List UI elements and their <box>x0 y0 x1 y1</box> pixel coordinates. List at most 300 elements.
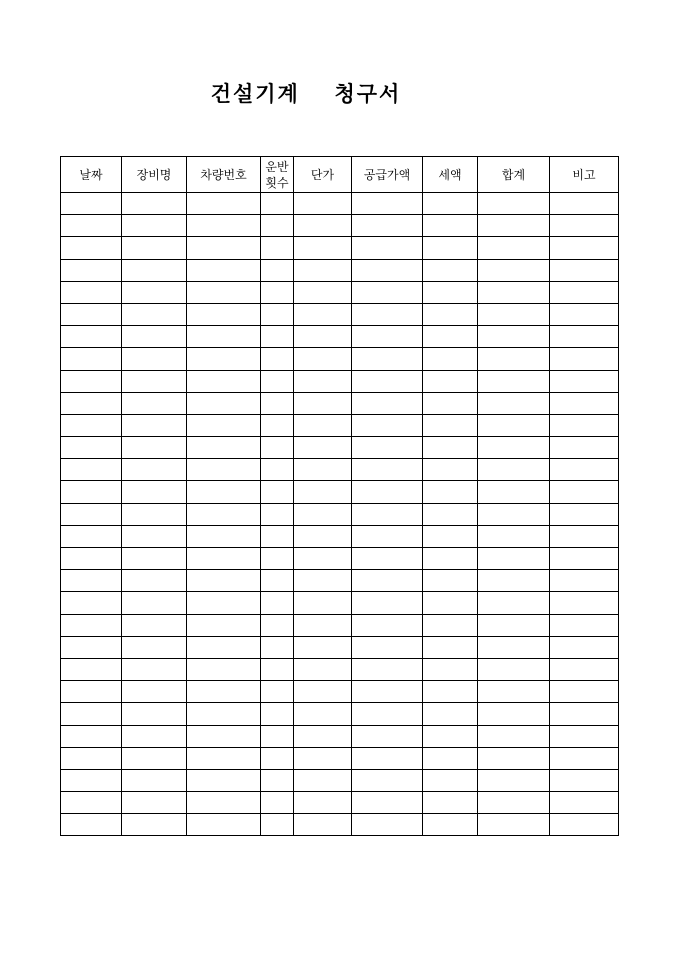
cell-total <box>478 281 550 303</box>
cell-equipment-name <box>122 237 187 259</box>
cell-unit-price <box>294 703 352 725</box>
cell-unit-price <box>294 193 352 215</box>
cell-vehicle-number <box>187 592 261 614</box>
cell-supply-amount <box>352 814 423 836</box>
cell-tax <box>423 747 478 769</box>
cell-supply-amount <box>352 259 423 281</box>
cell-equipment-name <box>122 592 187 614</box>
cell-vehicle-number <box>187 237 261 259</box>
cell-tax <box>423 814 478 836</box>
cell-unit-price <box>294 414 352 436</box>
table-row <box>61 503 619 525</box>
cell-tax <box>423 769 478 791</box>
cell-transport-count <box>261 326 294 348</box>
cell-supply-amount <box>352 414 423 436</box>
cell-equipment-name <box>122 215 187 237</box>
cell-equipment-name <box>122 259 187 281</box>
header-transport-count <box>261 157 294 193</box>
cell-vehicle-number <box>187 570 261 592</box>
header-unit-price: 단가 <box>294 157 352 193</box>
cell-date <box>61 747 122 769</box>
table-row <box>61 259 619 281</box>
cell-tax <box>423 348 478 370</box>
cell-total <box>478 703 550 725</box>
cell-unit-price <box>294 769 352 791</box>
cell-date <box>61 237 122 259</box>
cell-supply-amount <box>352 792 423 814</box>
cell-equipment-name <box>122 570 187 592</box>
header-remarks: 비고 <box>550 157 619 193</box>
cell-remarks <box>550 725 619 747</box>
cell-remarks <box>550 193 619 215</box>
cell-remarks <box>550 237 619 259</box>
cell-transport-count <box>261 614 294 636</box>
header-transport-count-line1: 운반 <box>265 159 289 174</box>
cell-transport-count <box>261 370 294 392</box>
cell-unit-price <box>294 725 352 747</box>
cell-equipment-name <box>122 303 187 325</box>
cell-transport-count <box>261 636 294 658</box>
cell-remarks <box>550 215 619 237</box>
cell-vehicle-number <box>187 658 261 680</box>
cell-equipment-name <box>122 681 187 703</box>
cell-supply-amount <box>352 548 423 570</box>
cell-transport-count <box>261 792 294 814</box>
table-row <box>61 525 619 547</box>
cell-unit-price <box>294 658 352 680</box>
cell-remarks <box>550 481 619 503</box>
cell-vehicle-number <box>187 459 261 481</box>
cell-total <box>478 725 550 747</box>
cell-vehicle-number <box>187 636 261 658</box>
table-row <box>61 481 619 503</box>
cell-remarks <box>550 414 619 436</box>
cell-vehicle-number <box>187 392 261 414</box>
cell-supply-amount <box>352 392 423 414</box>
cell-date <box>61 392 122 414</box>
cell-equipment-name <box>122 348 187 370</box>
header-date: 날짜 <box>61 157 122 193</box>
document-title: 건설기계 청구서 <box>210 81 402 106</box>
cell-date <box>61 658 122 680</box>
table-row <box>61 814 619 836</box>
cell-transport-count <box>261 592 294 614</box>
table-row <box>61 792 619 814</box>
header-tax: 세액 <box>423 157 478 193</box>
cell-date <box>61 792 122 814</box>
cell-equipment-name <box>122 481 187 503</box>
cell-tax <box>423 548 478 570</box>
header-transport-count-line2: 횟수 <box>265 175 289 190</box>
cell-transport-count <box>261 747 294 769</box>
cell-unit-price <box>294 681 352 703</box>
cell-tax <box>423 259 478 281</box>
cell-date <box>61 259 122 281</box>
cell-total <box>478 370 550 392</box>
table-row <box>61 392 619 414</box>
cell-date <box>61 681 122 703</box>
cell-supply-amount <box>352 481 423 503</box>
table-row <box>61 681 619 703</box>
cell-remarks <box>550 614 619 636</box>
cell-transport-count <box>261 215 294 237</box>
cell-vehicle-number <box>187 193 261 215</box>
cell-unit-price <box>294 481 352 503</box>
cell-date <box>61 348 122 370</box>
cell-date <box>61 725 122 747</box>
cell-transport-count <box>261 303 294 325</box>
cell-total <box>478 259 550 281</box>
cell-vehicle-number <box>187 437 261 459</box>
cell-transport-count <box>261 348 294 370</box>
cell-unit-price <box>294 636 352 658</box>
cell-total <box>478 193 550 215</box>
cell-tax <box>423 570 478 592</box>
cell-vehicle-number <box>187 703 261 725</box>
cell-total <box>478 570 550 592</box>
cell-equipment-name <box>122 414 187 436</box>
cell-total <box>478 747 550 769</box>
cell-transport-count <box>261 503 294 525</box>
cell-transport-count <box>261 570 294 592</box>
cell-equipment-name <box>122 548 187 570</box>
cell-remarks <box>550 548 619 570</box>
cell-supply-amount <box>352 636 423 658</box>
cell-tax <box>423 792 478 814</box>
cell-transport-count <box>261 525 294 547</box>
cell-equipment-name <box>122 326 187 348</box>
cell-tax <box>423 725 478 747</box>
cell-transport-count <box>261 437 294 459</box>
table-row <box>61 281 619 303</box>
cell-remarks <box>550 658 619 680</box>
cell-remarks <box>550 459 619 481</box>
cell-tax <box>423 636 478 658</box>
cell-remarks <box>550 348 619 370</box>
cell-transport-count <box>261 725 294 747</box>
cell-equipment-name <box>122 636 187 658</box>
cell-remarks <box>550 592 619 614</box>
table-row <box>61 437 619 459</box>
cell-date <box>61 614 122 636</box>
cell-date <box>61 592 122 614</box>
cell-remarks <box>550 636 619 658</box>
cell-total <box>478 792 550 814</box>
cell-total <box>478 636 550 658</box>
cell-remarks <box>550 281 619 303</box>
cell-tax <box>423 370 478 392</box>
cell-tax <box>423 459 478 481</box>
cell-tax <box>423 303 478 325</box>
cell-date <box>61 281 122 303</box>
cell-unit-price <box>294 525 352 547</box>
cell-total <box>478 414 550 436</box>
cell-equipment-name <box>122 437 187 459</box>
cell-date <box>61 370 122 392</box>
cell-total <box>478 548 550 570</box>
cell-transport-count <box>261 681 294 703</box>
table-row <box>61 747 619 769</box>
cell-transport-count <box>261 281 294 303</box>
cell-vehicle-number <box>187 614 261 636</box>
cell-total <box>478 326 550 348</box>
cell-transport-count <box>261 703 294 725</box>
cell-unit-price <box>294 303 352 325</box>
cell-supply-amount <box>352 437 423 459</box>
cell-total <box>478 769 550 791</box>
cell-total <box>478 437 550 459</box>
cell-remarks <box>550 792 619 814</box>
cell-equipment-name <box>122 658 187 680</box>
cell-vehicle-number <box>187 814 261 836</box>
cell-vehicle-number <box>187 548 261 570</box>
cell-date <box>61 548 122 570</box>
cell-total <box>478 303 550 325</box>
cell-remarks <box>550 814 619 836</box>
cell-date <box>61 570 122 592</box>
cell-vehicle-number <box>187 348 261 370</box>
table-row <box>61 658 619 680</box>
cell-remarks <box>550 570 619 592</box>
cell-remarks <box>550 303 619 325</box>
cell-supply-amount <box>352 326 423 348</box>
cell-tax <box>423 237 478 259</box>
cell-vehicle-number <box>187 326 261 348</box>
cell-unit-price <box>294 259 352 281</box>
cell-remarks <box>550 747 619 769</box>
cell-tax <box>423 525 478 547</box>
cell-supply-amount <box>352 237 423 259</box>
cell-equipment-name <box>122 792 187 814</box>
cell-date <box>61 769 122 791</box>
cell-unit-price <box>294 392 352 414</box>
cell-remarks <box>550 525 619 547</box>
cell-date <box>61 215 122 237</box>
cell-supply-amount <box>352 747 423 769</box>
cell-unit-price <box>294 215 352 237</box>
cell-date <box>61 193 122 215</box>
cell-transport-count <box>261 769 294 791</box>
cell-vehicle-number <box>187 747 261 769</box>
cell-supply-amount <box>352 281 423 303</box>
cell-supply-amount <box>352 703 423 725</box>
cell-unit-price <box>294 281 352 303</box>
cell-transport-count <box>261 392 294 414</box>
table-row <box>61 193 619 215</box>
cell-total <box>478 481 550 503</box>
invoice-table <box>60 156 619 836</box>
header-equipment-name: 장비명 <box>122 157 187 193</box>
table-row <box>61 370 619 392</box>
cell-date <box>61 481 122 503</box>
table-row <box>61 414 619 436</box>
cell-remarks <box>550 503 619 525</box>
cell-supply-amount <box>352 348 423 370</box>
cell-equipment-name <box>122 769 187 791</box>
cell-remarks <box>550 259 619 281</box>
cell-tax <box>423 658 478 680</box>
cell-supply-amount <box>352 303 423 325</box>
cell-remarks <box>550 703 619 725</box>
cell-transport-count <box>261 459 294 481</box>
cell-total <box>478 681 550 703</box>
cell-equipment-name <box>122 193 187 215</box>
cell-date <box>61 437 122 459</box>
cell-equipment-name <box>122 747 187 769</box>
cell-tax <box>423 703 478 725</box>
cell-supply-amount <box>352 370 423 392</box>
cell-equipment-name <box>122 459 187 481</box>
cell-transport-count <box>261 193 294 215</box>
cell-unit-price <box>294 814 352 836</box>
cell-tax <box>423 503 478 525</box>
cell-date <box>61 303 122 325</box>
cell-total <box>478 392 550 414</box>
cell-unit-price <box>294 437 352 459</box>
table-row <box>61 459 619 481</box>
cell-date <box>61 459 122 481</box>
header-total: 합계 <box>478 157 550 193</box>
cell-equipment-name <box>122 614 187 636</box>
cell-remarks <box>550 437 619 459</box>
cell-unit-price <box>294 370 352 392</box>
cell-unit-price <box>294 792 352 814</box>
cell-vehicle-number <box>187 303 261 325</box>
cell-equipment-name <box>122 503 187 525</box>
table-row <box>61 348 619 370</box>
table-row <box>61 769 619 791</box>
cell-equipment-name <box>122 814 187 836</box>
cell-date <box>61 326 122 348</box>
cell-unit-price <box>294 326 352 348</box>
cell-date <box>61 636 122 658</box>
cell-tax <box>423 481 478 503</box>
table-row <box>61 636 619 658</box>
cell-tax <box>423 614 478 636</box>
cell-vehicle-number <box>187 769 261 791</box>
cell-supply-amount <box>352 570 423 592</box>
cell-remarks <box>550 392 619 414</box>
cell-unit-price <box>294 548 352 570</box>
cell-tax <box>423 193 478 215</box>
cell-unit-price <box>294 503 352 525</box>
cell-vehicle-number <box>187 215 261 237</box>
cell-tax <box>423 392 478 414</box>
cell-tax <box>423 592 478 614</box>
cell-vehicle-number <box>187 792 261 814</box>
header-supply-amount: 공급가액 <box>352 157 423 193</box>
header-row <box>61 157 619 193</box>
cell-transport-count <box>261 814 294 836</box>
cell-unit-price <box>294 592 352 614</box>
cell-supply-amount <box>352 193 423 215</box>
cell-vehicle-number <box>187 503 261 525</box>
cell-supply-amount <box>352 614 423 636</box>
cell-transport-count <box>261 548 294 570</box>
cell-total <box>478 658 550 680</box>
cell-total <box>478 459 550 481</box>
table-body <box>61 193 619 836</box>
table-row <box>61 725 619 747</box>
cell-unit-price <box>294 747 352 769</box>
cell-unit-price <box>294 614 352 636</box>
cell-vehicle-number <box>187 370 261 392</box>
cell-unit-price <box>294 570 352 592</box>
table-row <box>61 326 619 348</box>
cell-total <box>478 503 550 525</box>
cell-supply-amount <box>352 459 423 481</box>
cell-equipment-name <box>122 703 187 725</box>
cell-date <box>61 414 122 436</box>
cell-tax <box>423 326 478 348</box>
cell-unit-price <box>294 348 352 370</box>
cell-transport-count <box>261 658 294 680</box>
header-vehicle-number: 차량번호 <box>187 157 261 193</box>
cell-vehicle-number <box>187 525 261 547</box>
cell-total <box>478 215 550 237</box>
cell-transport-count <box>261 259 294 281</box>
cell-supply-amount <box>352 681 423 703</box>
cell-vehicle-number <box>187 281 261 303</box>
cell-equipment-name <box>122 370 187 392</box>
table-row <box>61 703 619 725</box>
cell-date <box>61 814 122 836</box>
cell-unit-price <box>294 237 352 259</box>
cell-vehicle-number <box>187 414 261 436</box>
cell-vehicle-number <box>187 681 261 703</box>
cell-total <box>478 348 550 370</box>
cell-tax <box>423 215 478 237</box>
cell-supply-amount <box>352 592 423 614</box>
cell-remarks <box>550 326 619 348</box>
cell-tax <box>423 437 478 459</box>
cell-supply-amount <box>352 769 423 791</box>
cell-supply-amount <box>352 725 423 747</box>
cell-equipment-name <box>122 725 187 747</box>
cell-unit-price <box>294 459 352 481</box>
cell-date <box>61 503 122 525</box>
cell-remarks <box>550 681 619 703</box>
cell-remarks <box>550 370 619 392</box>
cell-supply-amount <box>352 215 423 237</box>
cell-equipment-name <box>122 392 187 414</box>
table-row <box>61 303 619 325</box>
table-row <box>61 548 619 570</box>
cell-supply-amount <box>352 525 423 547</box>
cell-total <box>478 592 550 614</box>
cell-supply-amount <box>352 658 423 680</box>
cell-vehicle-number <box>187 259 261 281</box>
table-row <box>61 237 619 259</box>
cell-total <box>478 237 550 259</box>
table-row <box>61 592 619 614</box>
cell-tax <box>423 414 478 436</box>
cell-remarks <box>550 769 619 791</box>
cell-supply-amount <box>352 503 423 525</box>
cell-equipment-name <box>122 525 187 547</box>
cell-transport-count <box>261 481 294 503</box>
cell-total <box>478 525 550 547</box>
cell-total <box>478 814 550 836</box>
table-row <box>61 215 619 237</box>
cell-transport-count <box>261 237 294 259</box>
cell-date <box>61 703 122 725</box>
cell-total <box>478 614 550 636</box>
cell-vehicle-number <box>187 481 261 503</box>
cell-vehicle-number <box>187 725 261 747</box>
cell-date <box>61 525 122 547</box>
cell-equipment-name <box>122 281 187 303</box>
